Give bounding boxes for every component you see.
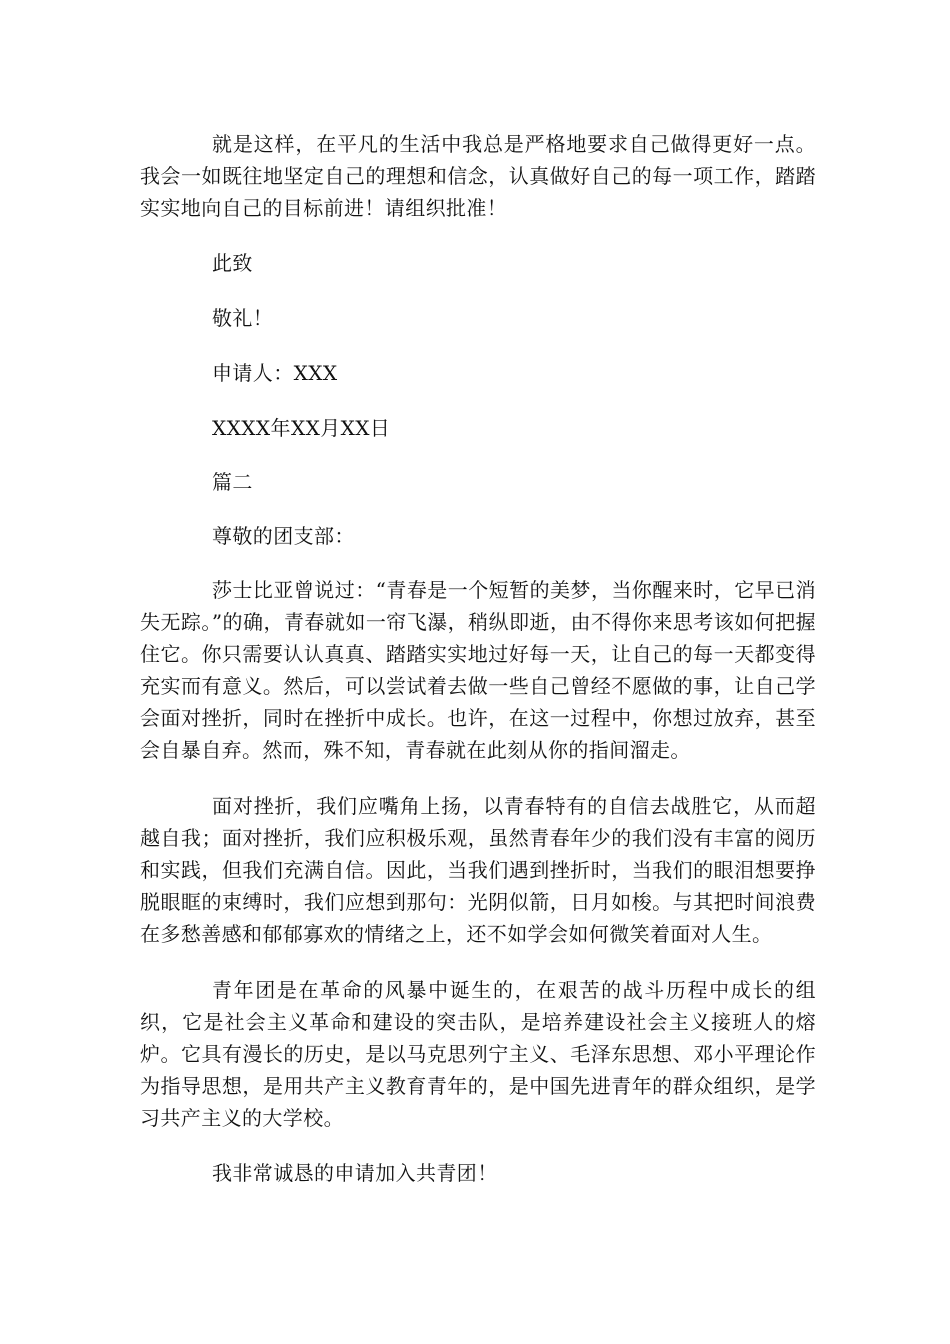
closing-line-2: 敬礼！ [212,306,274,330]
paragraph-commitment: 就是这样，在平凡的生活中我总是严格地要求自己做得更好一点。我会一如既往地坚定自己的理想和信念，认真做好自己的每一项工作，踏踏实实地向自己的目标前进！请组织批准！ [140,132,816,220]
closing-line-1: 此致 [212,251,253,275]
paragraph-application: 我非常诚恳的申请加入共青团！ [212,1161,498,1185]
paragraph-league: 青年团是在革命的风暴中诞生的，在艰苦的战斗历程中成长的组织，它是社会主义革命和建设的突击队，是培养建设社会主义接班人的熔炉。它具有漫长的历史，是以马克思列宁主义、毛泽东思想、邓小平理论作为指导思想，是用共产主义教育青年的，是中国先进青年的群众组织，是学习共产主义的大学校。 [140,978,816,1130]
date-line: XXXX年XX月XX日 [212,416,391,440]
paragraph-setbacks: 面对挫折，我们应嘴角上扬，以青春特有的自信去战胜它，从而超越自我；面对挫折，我们应积极乐观，虽然青春年少的我们没有丰富的阅历和实践，但我们充满自信。因此，当我们遇到挫折时，当我们的眼泪想要挣脱眼眶的束缚时，我们应想到那句：光阴似箭，日月如梭。与其把时间浪费在多愁善感和郁郁寡欢的情绪之上，还不如学会如何微笑着面对人生。 [140,794,816,946]
paragraph-youth: 莎士比亚曾说过：“青春是一个短暂的美梦，当你醒来时，它早已消失无踪。”的确，青春就如一帘飞瀑，稍纵即逝，由不得你来思考该如何把握住它。你只需要认认真真、踏踏实实地过好每一天，让自己的每一天都变得充实而有意义。然后，可以尝试着去做一些自己曾经不愿做的事，让自己学会面对挫折，同时在挫折中成长。也许，在这一过程中，你想过放弃，甚至会自暴自弃。然而，殊不知，青春就在此刻从你的指间溜走。 [140,578,816,762]
applicant-line: 申请人：XXX [212,361,338,385]
document-body [140,128,816,1189]
section-title: 篇二 [212,470,253,494]
salutation: 尊敬的团支部： [212,524,355,548]
